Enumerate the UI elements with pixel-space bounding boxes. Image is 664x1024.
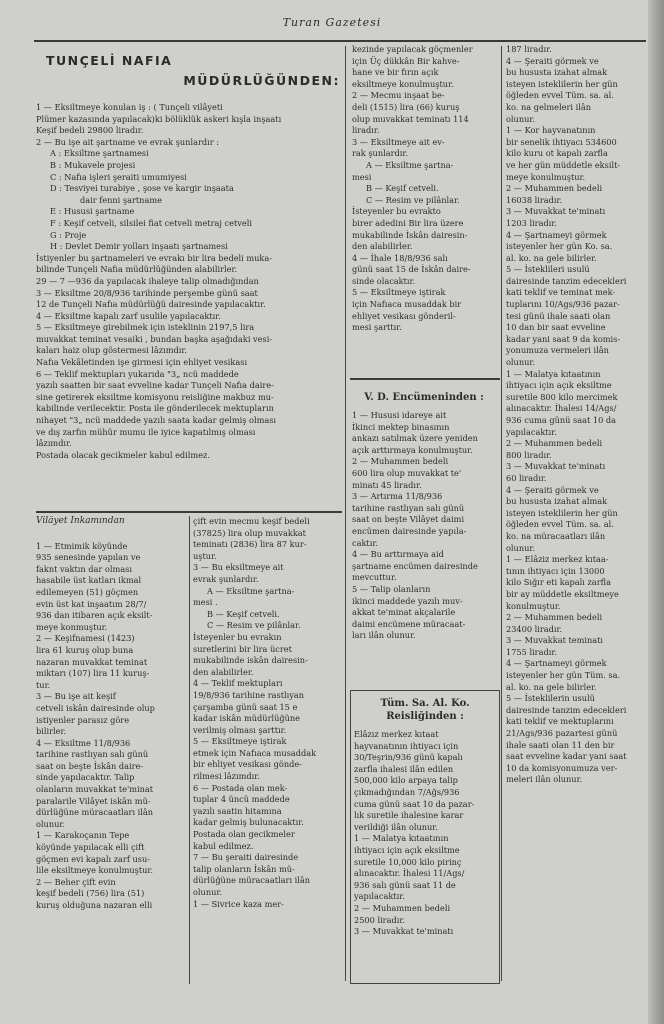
text-line: ko. na müracaatları ilân: [506, 530, 606, 541]
text-line: ve her gün müddetle eksilt-: [506, 159, 621, 170]
text-line: hayvanatının ihtiyacı için: [354, 740, 459, 751]
text-line: rak şunlardır.: [352, 148, 408, 159]
text-line: 2 — Muhammen bedeli: [352, 456, 449, 467]
text-line: ko. na gelmeleri ilân: [506, 101, 592, 112]
text-line: 3 — Eksiltme 20/8/936 tarihinde perşembe günü saat: [36, 287, 258, 298]
tum-title-1: Tüm. Sa. Al. Ko.: [380, 698, 470, 709]
col1-divider: [36, 511, 342, 513]
text-line: lira 61 kuruş olup buna: [36, 644, 134, 655]
text-line: Postada olacak gecikmeler kabul edilmez.: [36, 449, 210, 460]
text-line: isteyen isteklilerin her gün: [506, 78, 618, 89]
text-line: 600 lira olup muvakkat te': [352, 467, 462, 478]
text-line: B — Keşif cetveli.: [207, 608, 280, 619]
text-line: kati teklif ve mektuplarını: [506, 716, 614, 727]
text-line: çıkmadığından 7/Ağs/936: [354, 786, 460, 797]
text-line: 3 — Bu işe ait keşif: [36, 691, 116, 702]
column-3-body: [506, 44, 648, 785]
text-line: 3 — Muvakkat te'minatı: [506, 461, 606, 472]
text-line: faknt vaktın dar olması: [36, 563, 132, 574]
text-line: mevcuttur.: [352, 572, 397, 583]
text-line: isteyenler her gün Ko. sa.: [506, 241, 613, 252]
text-line: 2 — Beher çift evin: [36, 876, 116, 887]
text-line: şartname encümen dairesinde: [352, 560, 478, 571]
text-line: tesi günü ihale saati olan: [506, 310, 611, 321]
notice-heading-2: MÜDÜRLÜĞÜNDEN:: [183, 73, 340, 88]
text-line: cetveli iskân dairesinde olup: [36, 702, 155, 713]
text-line: H : Devlet Demir yolları inşaatı şartnamesi: [50, 241, 228, 252]
text-line: ikinci maddede yazılı muv-: [352, 595, 463, 606]
text-line: olunur.: [506, 113, 535, 124]
text-line: olanların muvakkat te'minat: [36, 784, 154, 795]
text-line: cuma günü saat 10 da pazar-: [354, 798, 475, 809]
text-line: tuplar 4 üncü maddede: [193, 794, 290, 805]
tum-body: [354, 729, 496, 937]
text-line: tarihine rastlıyan salı günü: [352, 502, 465, 513]
text-line: tarihine rastlıyan salı günü: [36, 749, 149, 760]
text-line: 29 — 7 —936 da yapılacak ihaleye talip olmadığından: [36, 275, 259, 286]
text-line: istiyenler parasız göre: [36, 714, 130, 725]
text-line: 12 de Tunçeli Nafıa müdürlüğü dairesinde yapılacaktır.: [36, 299, 266, 310]
text-line: olup muvakkat teminatı 114: [352, 113, 469, 124]
text-line: 936 salı günü saat 11 de: [354, 879, 456, 890]
text-line: çarşamba günü saat 15 e: [193, 701, 298, 712]
text-line: Elâzız merkez kıtaat: [354, 729, 439, 739]
text-line: 2500 liradır.: [354, 914, 405, 925]
text-line: G : Proje: [50, 229, 87, 240]
text-line: alınacaktır. İhalesi 14/Ags/: [506, 403, 617, 414]
text-line: 1 — Eksiltmeye konulan iş : ( Tunçeli vilâyeti: [36, 102, 223, 112]
text-line: liradır.: [352, 125, 380, 136]
text-line: kezinde yapılacak göçmenler: [352, 44, 473, 54]
col-rule-1: [345, 46, 346, 981]
vilayet-body: [36, 541, 186, 911]
text-line: 3 — Muvakkat te'minatı: [506, 206, 606, 217]
text-line: verildiği ilân olunur.: [354, 821, 438, 832]
text-line: İsteyenler bu evrakto: [352, 206, 441, 217]
text-line: bir ehliyet vesikası gönde-: [193, 759, 302, 770]
text-line: Plümer kazasında yapılacak)ki bölüklük askeri kışla inşaatı: [36, 113, 282, 124]
text-line: suretile 800 kilo mercimek: [506, 391, 618, 402]
text-line: meye konulmuştur.: [506, 171, 586, 182]
text-line: 1 — Hususi idareye ait: [352, 410, 447, 420]
text-line: 3 — Eksiltmeye ait ev-: [352, 136, 445, 147]
vilayet-title: Vilâyet İnkamından: [36, 516, 125, 526]
text-line: 4 — İhale 18/8/936 salı: [352, 252, 448, 263]
text-line: evrak şunlardır.: [193, 573, 259, 584]
text-line: verilmiş olması şarttır.: [193, 724, 287, 735]
text-line: dürlüğüne müracaatları ilân: [193, 875, 311, 886]
text-line: 1 — Malatya kıtaatının: [354, 833, 449, 844]
text-line: tının ihtiyacı için 13000: [506, 565, 605, 576]
col-rule-3: [189, 516, 190, 984]
column-3: [506, 44, 648, 984]
text-line: 1 — Elâziz merkez kıtaa-: [506, 554, 609, 565]
text-line: sine getirerek eksiltme komisyonu reisliğine makbuz mu-: [36, 391, 274, 402]
text-line: saat evveline kadar yani saat: [506, 751, 627, 762]
text-line: öğleden evvel Tüm. sa. al.: [506, 90, 614, 101]
text-line: 936 cuma günü saat 10 da: [506, 415, 616, 425]
text-line: 1 — Etmimik köyünde: [36, 540, 128, 551]
text-line: nihayet "3„ ncü maddede yazılı saata kadar gelmiş olması: [36, 415, 277, 426]
text-line: eksiltmeye konulmuştur.: [352, 78, 454, 89]
text-line: 2 — Muhammen bedeli: [506, 438, 603, 449]
text-line: 4 — Şartnameyi görmek: [506, 229, 607, 240]
text-line: hasabile üst katları ikmal: [36, 575, 142, 586]
text-line: 1 — Malatya kıtaatının: [506, 368, 601, 379]
text-line: daimi encümene müracaat-: [352, 618, 466, 629]
text-line: kilo Sığır eti kapalı zarfla: [506, 577, 611, 588]
text-line: mesi .: [193, 597, 218, 608]
text-line: göçmen evi kapalı zarf usu-: [36, 853, 150, 864]
text-line: 16038 liradır.: [506, 194, 563, 205]
notice-body: [36, 102, 340, 460]
text-line: A — Eksiltme şartna-: [366, 159, 454, 170]
column-2-bottom: [193, 516, 342, 986]
text-line: A : Eksiltme şartnamesi: [50, 148, 149, 159]
text-line: muvakkat teminat vesaiki , bundan başka aşağıdaki vesi-: [36, 333, 273, 344]
text-line: 4 — Bu arttırmaya aid: [352, 549, 444, 560]
text-line: kilo kuru ot kapalı zarfla: [506, 148, 608, 159]
text-line: mesi şarttır.: [352, 322, 402, 333]
text-line: (37825) lira olup muvakkat: [193, 527, 306, 538]
text-line: kadar yani saat 9 da komis-: [506, 333, 621, 344]
text-line: teminatı (2836) lira 87 kur-: [193, 539, 307, 550]
text-line: meye konmuştur.: [36, 621, 108, 632]
text-line: 2 — Muhammen bedeli: [506, 612, 603, 623]
text-line: birer adedini Bir lira üzere: [352, 217, 464, 228]
text-line: yapılacaktır.: [354, 891, 405, 902]
text-line: mesi: [352, 171, 372, 182]
text-line: 23400 liradır.: [506, 623, 563, 634]
text-line: Nafıa Vekâletinden işe girmesi için ehliyet vesikası: [36, 357, 248, 368]
text-line: günü saat 15 de İskân daire-: [352, 264, 471, 275]
text-line: İsteyenler bu evrakın: [193, 631, 282, 642]
text-line: 5 — Eksiltmeye girebilmek için isteklinin 2197,5 lira: [36, 322, 255, 333]
vd-title: V. D. Encümeninden :: [364, 392, 484, 403]
text-line: 4 — Eksiltme 11/8/936: [36, 737, 131, 748]
text-line: 5 — Eksiltmeye iştirak: [352, 287, 446, 298]
text-line: kaları haiz olup göstermesi lâzımdır.: [36, 345, 187, 356]
text-line: 2 — Muhammen bedeli: [354, 902, 451, 913]
text-line: yazılı saatin hitamına: [193, 805, 282, 816]
text-line: 2 — Bu işe ait şartname ve evrak şunlardır :: [36, 136, 220, 147]
text-line: zarfla ihalesi ilân edilen: [354, 763, 454, 774]
text-line: 4 — Şeraiti görmek ve: [506, 55, 599, 66]
text-line: 6 — Postada olan mek-: [193, 782, 288, 793]
text-line: olunur.: [193, 887, 222, 897]
text-line: ve dış zarfın mühür mumu ile iyice kapatılmış olması: [36, 426, 256, 437]
text-line: akkat te'minat akçalarile: [352, 607, 456, 618]
text-line: hane ve bir fırın açık: [352, 67, 439, 78]
text-line: 187 liradır.: [506, 44, 552, 54]
text-line: rilmesi lâzımdır.: [193, 771, 260, 782]
text-line: olunur.: [36, 818, 65, 829]
text-line: ihtiyacı için açık eksiltme: [506, 380, 612, 391]
col-rule-2: [501, 46, 502, 981]
column-2-top-body: [352, 44, 496, 333]
text-line: 10 da komisyonumuza ver-: [506, 762, 618, 773]
text-line: 21/Ags/936 pazartesi günü: [506, 728, 618, 739]
text-line: 1 — Kor hayvanatının: [506, 125, 596, 136]
tunceli-nafia-notice: [36, 48, 340, 510]
text-line: den alabilirler.: [193, 666, 254, 677]
text-line: isteyenler her gün Tüm. sa.: [506, 670, 621, 681]
text-line: 2 — Muhammen bedeli: [506, 183, 603, 194]
text-line: kadar iskân müdürlüğüne: [193, 713, 301, 724]
text-line: lık suretile ihalesine karar: [354, 810, 464, 821]
text-line: 500,000 kilo arpaya talip: [354, 775, 458, 786]
text-line: suretlerini bir lira ücret: [193, 643, 292, 654]
text-line: mukabilinde iskân dairesin-: [193, 655, 308, 666]
top-rule: [34, 40, 646, 42]
text-line: 10 dan bir saat evveline: [506, 322, 606, 333]
text-line: C — Resim ve pilânlar.: [366, 194, 460, 205]
vd-encumen-notice: [352, 388, 496, 688]
text-line: Keşif bedeli 29800 liradır.: [36, 125, 144, 136]
tum-notice: [354, 694, 496, 980]
text-line: olunur.: [506, 357, 535, 368]
text-line: encümen dairesinde yapıla-: [352, 525, 467, 536]
text-line: ihtiyacı için açık eksiltme: [354, 844, 460, 855]
text-line: 935 senesinde yapılan ve: [36, 552, 141, 563]
vd-body: [352, 410, 496, 641]
text-line: bu hususta izahat almak: [506, 67, 608, 78]
text-line: saat on beşte Vilâyet daimi: [352, 514, 465, 525]
text-line: konulmuştur.: [506, 600, 561, 611]
text-line: için Nafıaca musaddak bir: [352, 299, 462, 310]
text-line: al. ko. na gele bilirler.: [506, 681, 597, 692]
text-line: edilemeyen (51) göçmen: [36, 586, 139, 597]
text-line: kabilinde verilecektir. Posta ile gönderilecek mektupların: [36, 403, 274, 414]
text-line: 4 — Şeraiti görmek ve: [506, 484, 599, 495]
page-edge: [648, 0, 664, 1024]
vilayet-notice: [36, 516, 186, 986]
text-line: kabul edilmez.: [193, 840, 254, 851]
text-line: 1 — Karakoçanın Tepe: [36, 830, 130, 841]
text-line: köyünde yapılacak elli çift: [36, 842, 145, 853]
text-line: D : Tesviyei turabiye , şose ve kargir inşaata: [50, 183, 234, 194]
text-line: C : Nafıa işleri şeraiti umumiyesi: [50, 171, 187, 182]
text-line: 3 — Muvakkat teminatı: [506, 635, 604, 646]
text-line: çift evin mecmu keşif bedeli: [193, 516, 310, 526]
text-line: kuruş olduğuna nazaran elli: [36, 900, 153, 910]
text-line: 4 — Şartnameyi görmek: [506, 658, 607, 669]
text-line: meleri ilân olunur.: [506, 774, 583, 785]
text-line: isteyen isteklilerin her gün: [506, 507, 618, 518]
notice-heading-1: TUNÇELİ NAFIA: [46, 53, 173, 68]
tum-title-2: Reisliğinden :: [386, 711, 464, 722]
text-line: keşif bedeli (756) lira (51): [36, 888, 145, 899]
text-line: B — Keşif cetveli.: [366, 183, 439, 194]
text-line: 4 — Eksiltme kapalı zarf usulile yapılacaktır.: [36, 310, 221, 321]
text-line: bilirler.: [36, 726, 67, 737]
text-line: 5 — İsteklileri usulü: [506, 264, 590, 275]
text-line: kadar gelmiş bulunacaktır.: [193, 817, 304, 828]
text-line: E : Hususi şartname: [50, 206, 135, 217]
text-line: 5 — Talip olanların: [352, 583, 431, 594]
text-line: 3 — Artırma 11/8/936: [352, 491, 443, 502]
text-line: yapılacaktır.: [506, 426, 557, 437]
text-line: açık arttırmaya konulmuştur.: [352, 444, 473, 455]
text-line: deli (1515) lira (66) kuruş: [352, 101, 460, 112]
text-line: lile eksiltmeye konulmuştur.: [36, 865, 153, 876]
text-line: dairesinde tanzim edecekleri: [506, 704, 627, 715]
text-line: A — Eksiltme şartna-: [207, 585, 295, 596]
text-line: 7 — Bu şeraiti dairesinde: [193, 852, 299, 863]
text-line: 5 — İsteklilerin usulü: [506, 693, 595, 704]
text-line: ankazı satılmak üzere yeniden: [352, 433, 478, 444]
text-line: olunur.: [506, 542, 535, 553]
masthead: Turan Gazetesi: [282, 16, 382, 29]
text-line: uştur.: [193, 550, 217, 561]
text-line: miktarı (107) lira 11 kuruş-: [36, 668, 150, 679]
text-line: al. ko. na gele bilirler.: [506, 252, 597, 263]
text-line: ehliyet vesikası gönderil-: [352, 310, 456, 321]
col2-divider: [350, 378, 500, 380]
text-line: İstiyenler bu şartnameleri ve evrakı bir lira bedeli muka-: [36, 252, 273, 263]
text-line: alınacaktır. İhalesi 11/Ags/: [354, 868, 465, 879]
text-line: sinde yapılacaktır. Talip: [36, 772, 135, 783]
text-line: 4 — Teklif mektupları: [193, 678, 283, 689]
text-line: yazılı saatten bir saat evveline kadar Tunçeli Nafıa daire-: [36, 380, 274, 391]
text-line: 6 — Teklif mektupları yukarıda "3„ ncü maddede: [36, 368, 239, 379]
text-line: 2 — Keşifnamesi (1423): [36, 633, 135, 644]
text-line: evin üst kat inşaatım 28/7/: [36, 598, 147, 609]
text-line: kati teklif ve teminat mek-: [506, 287, 616, 298]
text-line: bu hususta izahat almak: [506, 496, 608, 507]
text-line: B : Mukavele projesi: [50, 159, 136, 170]
text-line: 1203 liradır.: [506, 217, 557, 228]
text-line: saat on beşte İskân daire-: [36, 760, 144, 771]
text-line: dürlüğüne müracaatları ilân: [36, 807, 154, 818]
text-line: 3 — Muvakkat te'minatı: [354, 926, 454, 937]
text-line: 3 — Bu eksiltmeye ait: [193, 562, 284, 573]
text-line: dairesinde tanzim edecekleri: [506, 275, 627, 286]
text-line: 5 — Eksiltmeye iştirak: [193, 736, 287, 747]
text-line: öğleden evvel Tüm. sa. al.: [506, 519, 614, 530]
text-line: sinde olacaktır.: [352, 275, 416, 286]
text-line: bir senelik ihtiyacı 534600: [506, 136, 617, 147]
text-line: minatı 45 liradır.: [352, 479, 422, 490]
column-2-bottom-body: [193, 516, 342, 909]
text-line: ları ilân olunur.: [352, 630, 416, 641]
text-line: den alabilirler.: [352, 241, 413, 252]
text-line: 1755 liradır.: [506, 646, 557, 657]
column-2-top: [352, 44, 496, 374]
text-line: caktır.: [352, 537, 378, 548]
text-line: suretile 10,000 kilo pirinç: [354, 856, 462, 867]
text-line: 800 liradır.: [506, 449, 552, 460]
text-line: paralarile Vilâyet iskân mü-: [36, 795, 151, 806]
text-line: için Üç dükkân Bir kahve-: [352, 55, 460, 66]
text-line: 2 — Mecmu inşaat be-: [352, 90, 445, 101]
text-line: talip olanların İskân mü-: [193, 863, 295, 874]
text-line: mukabilinde İskân dairesin-: [352, 229, 468, 240]
text-line: İkinci mektep binasının: [352, 421, 450, 432]
text-line: dair fenni şartname: [80, 194, 162, 205]
text-line: 19/8/936 tarihine rastlıyan: [193, 689, 304, 700]
text-line: yonumuza vermeleri ilân: [506, 345, 609, 356]
text-line: 30/Teşrin/936 günü kapalı: [354, 752, 463, 763]
text-line: F : Keşif cetveli, silsilei fiat cetveli metraj cetveli: [50, 217, 252, 228]
text-line: ihale saati olan 11 den bir: [506, 739, 615, 750]
text-line: tuplarını 10/Ags/936 pazar-: [506, 299, 620, 310]
text-line: tur.: [36, 679, 51, 690]
text-line: etmek için Nafıaca musaddak: [193, 747, 317, 758]
text-line: bilinde Tunçeli Nafıa müdürlüğünden alabilirler.: [36, 264, 238, 275]
text-line: Postada olan gecikmeler: [193, 829, 295, 840]
text-line: nazaran muvakkat teminat: [36, 656, 148, 667]
text-line: C — Resim ve pilânlar.: [207, 620, 301, 631]
text-line: 60 liradır.: [506, 472, 547, 483]
text-line: lâzımdır.: [36, 438, 72, 449]
text-line: 1 — Sivrice kaza mer-: [193, 898, 284, 909]
text-line: bir ay müddetle eksiltmeye: [506, 588, 619, 599]
text-line: 936 dan itibaren açık eksilt-: [36, 610, 153, 621]
